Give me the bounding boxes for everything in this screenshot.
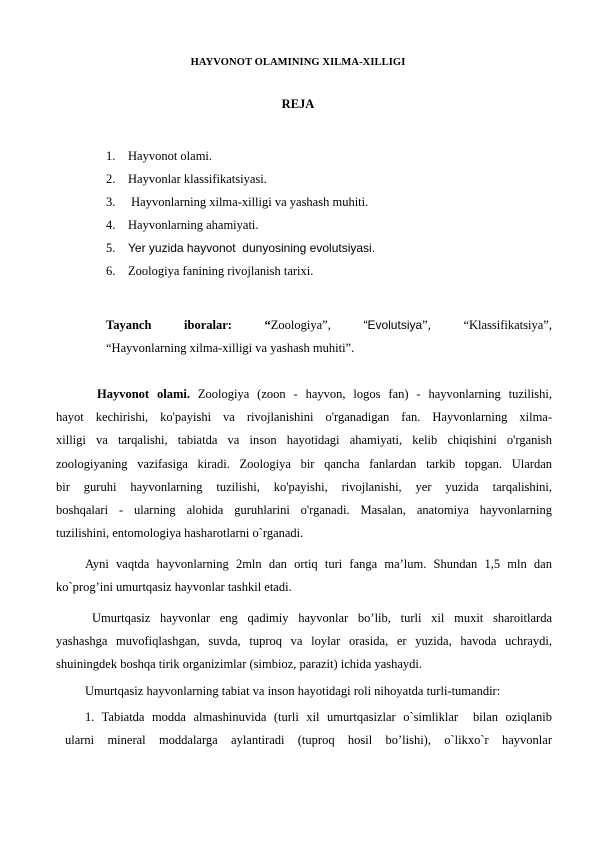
- paragraph-line: 1. Tabiatda modda almashinuvida (turli xil umurtqasizlar o`simliklar bilan oziqlanib: [85, 710, 552, 724]
- keywords-line-1: Tayanch iboralar: “Zoologiya”, “Evolutsiya”, “Klassifikatsiya”,: [106, 318, 552, 332]
- list-item: 4. Hayvonlarning ahamiyati.: [106, 218, 259, 232]
- paragraph-line: shuiningdek boshqa tirik organizimlar (simbioz, parazit) ichida yashaydi.: [56, 657, 422, 671]
- list-item: 1. Hayvonot olami.: [106, 149, 213, 163]
- paragraph-line: zoologiyaning vazifasiga kiradi. Zoologiya bir qancha fanlardan tarkib topgan. Ulardan: [56, 457, 552, 471]
- keywords-line-2: “Hayvonlarning xilma-xilligi va yashash muhiti”.: [106, 341, 355, 355]
- paragraph-line: yashashga muvofiqlashgan, suvda, tuproq va loylar orasida, er yuzida, havoda uchraydi,: [56, 634, 552, 648]
- list-item: 3. Hayvonlarning xilma-xilligi va yashash muhiti.: [106, 195, 369, 209]
- paragraph-line: boshqalari - ularning alohida guruhlarini o'rganadi. Masalan, anatomiya hayvonlarning: [56, 503, 552, 517]
- paragraph-line: ularni mineral moddalarga aylantiradi (tuproq hosil bo’lishi), o`likxo`r hayvonlar: [65, 733, 552, 747]
- paragraph-line: hayot kechirishi, ko'payishi va rivojlanishini o'rganadigan fan. Hayvonlarning xilma-: [56, 410, 552, 424]
- paragraph-line: Ayni vaqtda hayvonlarning 2mln dan ortiq turi fanga ma’lum. Shundan 1,5 mln dan: [85, 557, 552, 571]
- list-item: 6. Zoologiya fanining rivojlanish tarixi.: [106, 264, 314, 278]
- paragraph-line: Umurtqasiz hayvonlar eng qadimiy hayvonlar bo’lib, turli xil muxit sharoitlarda: [92, 611, 552, 625]
- paragraph-line: tuzilishini, entomologiya hasharotlarni o`rganadi.: [56, 526, 304, 540]
- document-title: HAYVONOT OLAMINING XILMA-XILLIGI: [190, 57, 406, 68]
- paragraph-line: bir guruhi hayvonlarning tuzilishi, ko'payishi, rivojlanishi, yer yuzida tarqalishini,: [56, 480, 552, 494]
- paragraph-line: xilligi va tarqalishi, tabiatda va inson hayotidagi ahamiyati, kelib chiqishini o'rganish: [56, 433, 552, 447]
- plan-heading: REJA: [281, 97, 315, 111]
- paragraph-line: ko`prog’ini umurtqasiz hayvonlar tashkil etadi.: [56, 580, 292, 594]
- paragraph-line: Hayvonot olami. Zoologiya (zoon - hayvon, logos fan) - hayvonlarning tuzilishi,: [97, 387, 553, 401]
- list-item: 2. Hayvonlar klassifikatsiyasi.: [106, 172, 267, 186]
- paragraph-line: Umurtqasiz hayvonlarning tabiat va inson hayotidagi roli nihoyatda turli-tumandir:: [85, 684, 501, 698]
- list-item: 5. Yer yuzida hayvonot dunyosining evolutsiyasi.: [106, 241, 376, 255]
